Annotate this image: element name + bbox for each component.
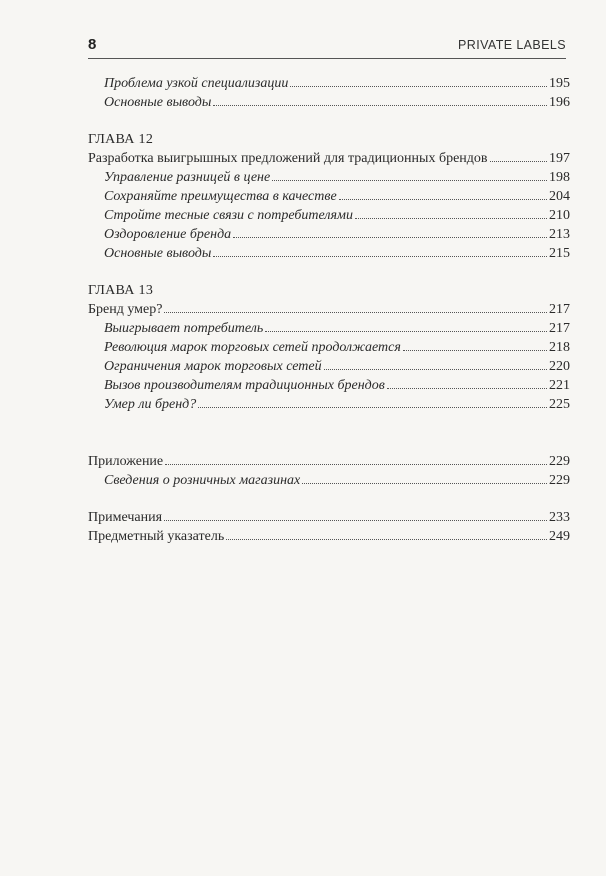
- leader-dots: [403, 350, 547, 351]
- toc-entry[interactable]: [88, 395, 570, 414]
- toc-entry-title: Сохраняйте преимущества в качестве: [104, 189, 337, 204]
- toc-entry-page: 195: [549, 76, 570, 91]
- leader-dots: [302, 483, 547, 484]
- chapter-heading: ГЛАВА 13: [88, 283, 154, 298]
- toc-entry-title: Разработка выигрышных предложений для традиционных брендов: [88, 151, 488, 166]
- toc-entry-title: Основные выводы: [104, 95, 212, 110]
- toc-entry-title: Выигрывает потребитель: [104, 321, 264, 336]
- toc-entry[interactable]: [88, 376, 570, 395]
- leader-dots: [272, 180, 547, 181]
- toc-entry[interactable]: [88, 338, 570, 357]
- toc-entry-page: 220: [549, 359, 570, 374]
- toc-entry-page: 217: [549, 321, 570, 336]
- leader-dots: [355, 218, 547, 219]
- toc-entry-title: Основные выводы: [104, 246, 212, 261]
- leader-dots: [387, 388, 547, 389]
- leader-dots: [339, 199, 547, 200]
- toc-entry-page: 210: [549, 208, 570, 223]
- leader-dots: [164, 520, 547, 521]
- toc-entry[interactable]: [88, 357, 570, 376]
- toc-entry-title: Оздоровление бренда: [104, 227, 232, 242]
- toc-chapter-entry[interactable]: [88, 452, 570, 471]
- toc-chapter-entry[interactable]: [88, 300, 570, 319]
- toc-entry-page: 215: [549, 246, 570, 261]
- toc-entry[interactable]: [88, 225, 570, 244]
- leader-dots: [324, 369, 547, 370]
- toc-entry-title: Приложение: [88, 454, 164, 469]
- toc-entry-page: 198: [549, 170, 570, 185]
- toc-entry-page: 229: [549, 454, 570, 469]
- toc-entry-title: Вызов производителям традиционных брендов: [104, 378, 385, 393]
- table-of-contents: [88, 74, 570, 546]
- chapter-heading: ГЛАВА 12: [88, 132, 154, 147]
- running-title: PRIVATE LABELS: [458, 38, 566, 52]
- leader-dots: [290, 86, 547, 87]
- toc-entry-title: Ограничения марок торговых сетей: [104, 359, 322, 374]
- toc-entry-page: 213: [549, 227, 570, 242]
- toc-entry-title: Умер ли бренд?: [104, 397, 197, 412]
- toc-entry-title: Предметный указатель: [88, 529, 225, 544]
- toc-entry[interactable]: [88, 471, 570, 490]
- toc-entry[interactable]: [88, 93, 570, 112]
- toc-chapter-entry[interactable]: [88, 149, 570, 168]
- toc-entry-page: 249: [549, 529, 570, 544]
- page-header: [88, 34, 566, 59]
- toc-entry[interactable]: [88, 74, 570, 93]
- leader-dots: [213, 105, 547, 106]
- toc-entry-title: Управление разницей в цене: [104, 170, 271, 185]
- leader-dots: [164, 312, 547, 313]
- leader-dots: [490, 161, 547, 162]
- toc-entry-page: 221: [549, 378, 570, 393]
- toc-entry-title: Бренд умер?: [88, 302, 163, 317]
- toc-entry-page: 196: [549, 95, 570, 110]
- toc-entry-page: 197: [549, 151, 570, 166]
- toc-entry-page: 229: [549, 473, 570, 488]
- leader-dots: [213, 256, 547, 257]
- toc-entry-page: 225: [549, 397, 570, 412]
- leader-dots: [265, 331, 547, 332]
- toc-entry-page: 218: [549, 340, 570, 355]
- leader-dots: [233, 237, 547, 238]
- toc-entry[interactable]: [88, 206, 570, 225]
- toc-entry-page: 233: [549, 510, 570, 525]
- toc-entry-page: 204: [549, 189, 570, 204]
- leader-dots: [198, 407, 547, 408]
- toc-entry-page: 217: [549, 302, 570, 317]
- toc-entry-title: Сведения о розничных магазинах: [104, 473, 301, 488]
- leader-dots: [226, 539, 547, 540]
- toc-chapter-entry[interactable]: [88, 508, 570, 527]
- toc-entry-title: Революция марок торговых сетей продолжается: [104, 340, 401, 355]
- toc-entry-title: Примечания: [88, 510, 163, 525]
- toc-entry[interactable]: [88, 168, 570, 187]
- page-number: 8: [88, 36, 97, 53]
- toc-chapter-entry[interactable]: [88, 527, 570, 546]
- toc-entry-title: Стройте тесные связи с потребителями: [104, 208, 353, 223]
- toc-entry[interactable]: [88, 187, 570, 206]
- toc-entry[interactable]: [88, 244, 570, 263]
- toc-entry[interactable]: [88, 319, 570, 338]
- leader-dots: [165, 464, 547, 465]
- toc-entry-title: Проблема узкой специализации: [104, 76, 289, 91]
